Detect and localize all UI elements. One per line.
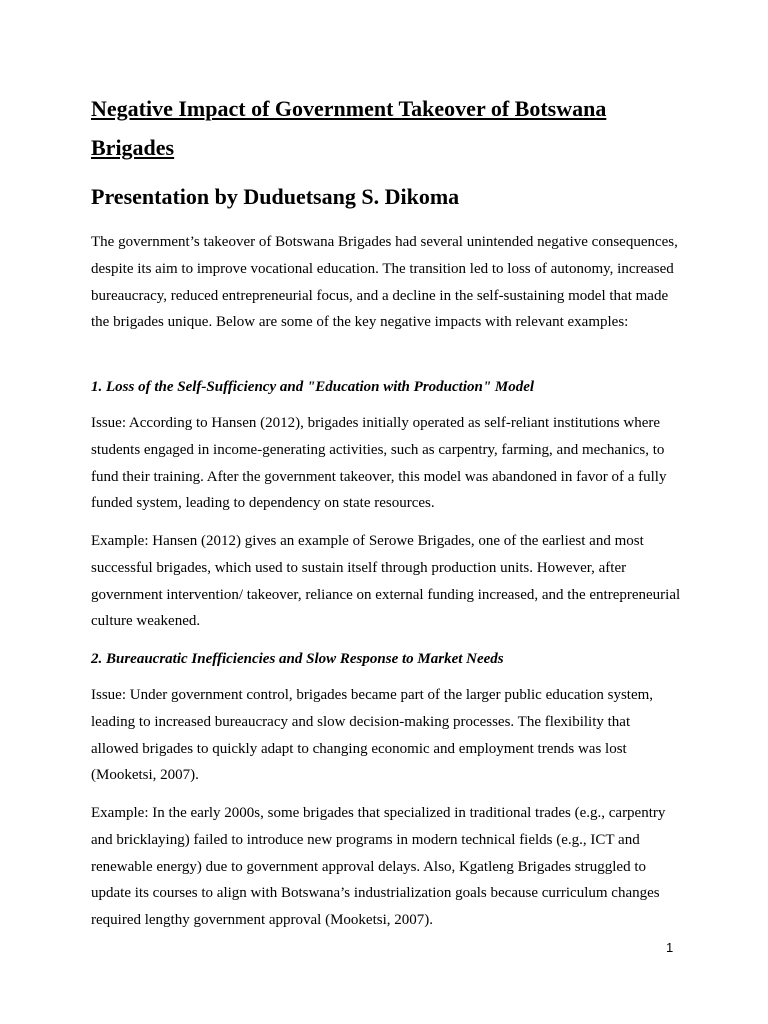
section-heading-2: 2. Bureaucratic Inefficiencies and Slow Response to Market Needs [91, 651, 504, 667]
document-title: Negative Impact of Government Takeover of Botswana Brigades [91, 96, 607, 160]
section-2-example: Example: In the early 2000s, some brigades that specialized in traditional trades (e.g., carpentry and bricklaying) failed to introduce new programs in modern technical fields (e.g., ICT and renewable energy) due to government approval delays. Also, Kgatleng Brigades struggled to update its courses to align with Botswana’s industrialization goals because curriculum changes required lengthy government approval (Mooketsi, 2007). [91, 805, 666, 929]
document-subtitle: Presentation by Duduetsang S. Dikoma [91, 184, 460, 209]
section-heading-1: 1. Loss of the Self-Sufficiency and "Education with Production" Model [91, 379, 535, 395]
intro-paragraph: The government’s takeover of Botswana Brigades had several unintended negative consequences, despite its aim to improve vocational education. The transition led to loss of autonomy, increased bureaucracy, reduced entrepreneurial focus, and a decline in the self-sustaining model that made the brigades unique. Below are some of the key negative impacts with relevant examples: [91, 234, 678, 331]
section-1-issue: Issue: According to Hansen (2012), brigades initially operated as self-reliant institutions where students engaged in income-generating activities, such as carpentry, farming, and mechanics, to fund their training. After the government takeover, this model was abandoned in favor of a fully funded system, leading to dependency on state resources. [91, 415, 667, 512]
section-1-example: Example: Hansen (2012) gives an example of Serowe Brigades, one of the earliest and most successful brigades, which used to sustain itself through production units. However, after government intervention/ takeover, reliance on external funding increased, and the entrepreneurial culture weakened. [91, 533, 681, 630]
section-2-issue: Issue: Under government control, brigades became part of the larger public education system, leading to increased bureaucracy and slow decision-making processes. The flexibility that allowed brigades to quickly adapt to changing economic and employment trends was lost (Mooketsi, 2007). [91, 687, 654, 784]
page-number: 1 [666, 940, 674, 955]
